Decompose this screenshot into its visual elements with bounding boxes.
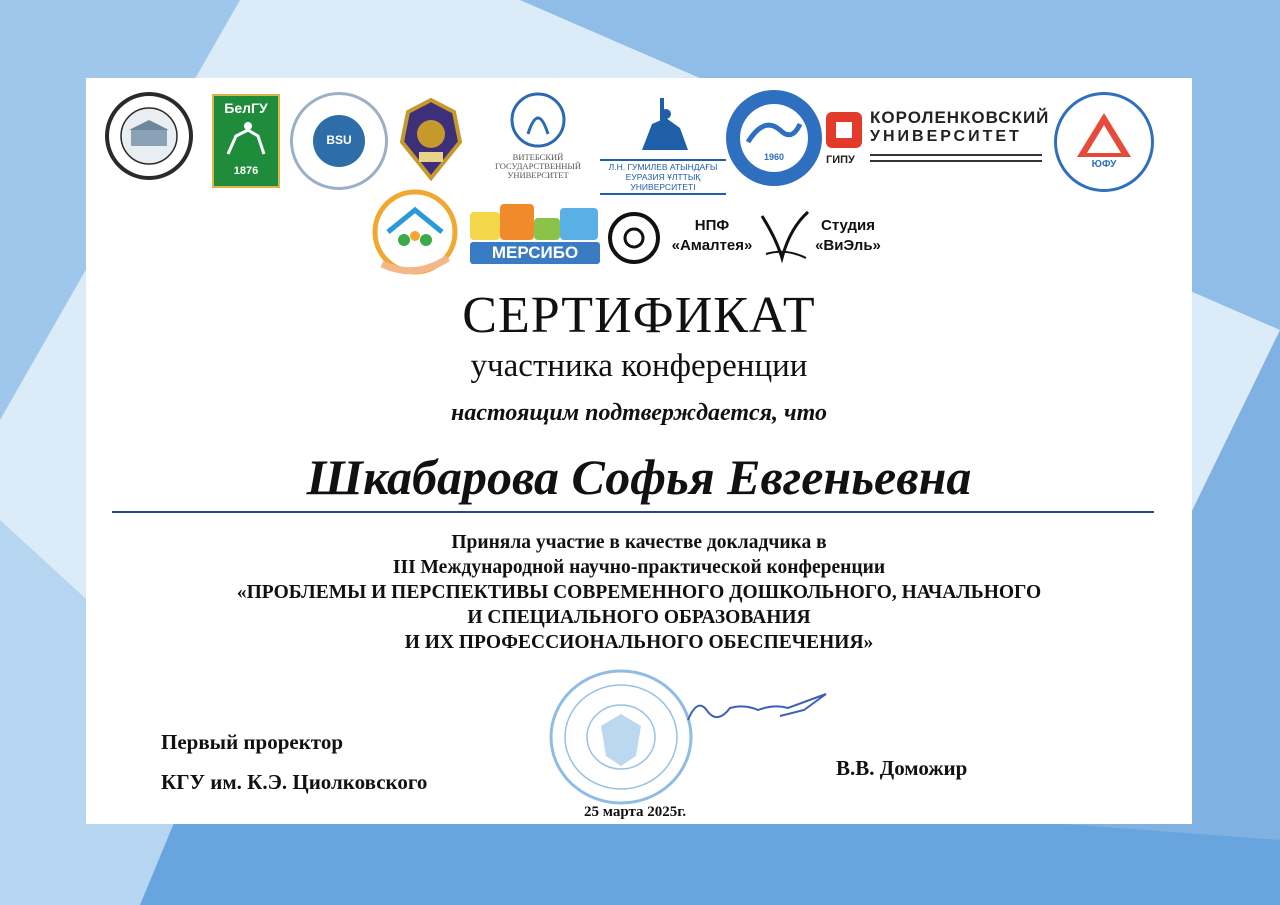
- family-house-logo: [368, 188, 462, 280]
- amalteya-line2: «Амалтея»: [671, 237, 753, 254]
- certificate-title: СЕРТИФИКАТ: [462, 287, 816, 344]
- belgu-logo: [212, 94, 280, 188]
- mersibo-logo-text: МЕРСИБО: [470, 242, 600, 264]
- amalteya-line1: НПФ: [694, 217, 730, 234]
- sponsor-logos-row: [368, 188, 908, 280]
- rider-monument-icon: [600, 94, 726, 154]
- viel-line1: Студия: [820, 217, 876, 234]
- participation-line: И СПЕЦИАЛЬНОГО ОБРАЗОВАНИЯ: [467, 607, 811, 628]
- vitebsk-emblem-icon: [490, 92, 586, 148]
- recipient-name: Шкабарова Софья Евгеньевна: [306, 449, 972, 505]
- vitebsk-university-logo: [490, 92, 586, 184]
- certificate-sheet: [86, 78, 1192, 824]
- participation-line: «ПРОБЛЕМЫ И ПЕРСПЕКТИВЫ СОВРЕМЕННОГО ДОШКОЛЬНОГО, НАЧАЛЬНОГО: [236, 582, 1042, 603]
- korolenko-name-line1: КОРОЛЕНКОВСКИЙ: [870, 108, 1050, 127]
- eagle-crest-logo: [394, 94, 468, 184]
- confirmation-phrase: настоящим подтверждается, что: [451, 400, 827, 426]
- rays-emblem-icon: [1075, 111, 1133, 161]
- certificate-subtitle: участника конференции: [470, 348, 808, 384]
- participation-line: III Международной научно-практической конференции: [392, 557, 886, 578]
- southern-federal-university-logo: [1054, 92, 1154, 192]
- belgu-logo-text: БелГУ: [224, 100, 268, 116]
- mersibo-logo: [470, 204, 600, 266]
- viel-line2: «ВиЭль»: [815, 237, 881, 254]
- korolenko-emblem-icon: [824, 110, 864, 150]
- at-sign-logo: [606, 210, 662, 266]
- baku-slavic-university-logo: [290, 92, 388, 190]
- viel-monogram-logo: [756, 208, 812, 264]
- vitebsk-logo-text: ВИТЕБСКИЙ ГОСУДАРСТВЕННЫЙ УНИВЕРСИТЕТ: [495, 152, 581, 180]
- participation-line: Приняла участие в качестве докладчика в: [451, 532, 827, 553]
- participation-text: [86, 530, 1192, 655]
- official-stamp: [546, 666, 696, 808]
- yufu-abbr: ЮФУ: [1091, 159, 1117, 170]
- handwritten-signature: [684, 690, 834, 730]
- belgu-year: 1876: [233, 165, 259, 177]
- bsu-logo-text: BSU: [326, 133, 352, 147]
- wave-emblem-icon: [744, 112, 804, 156]
- signer-position-line1: Первый проректор: [161, 730, 344, 754]
- korolenko-university-logo: [824, 106, 1048, 176]
- kaluga-university-logo: [104, 88, 194, 184]
- signer-name: В.В. Доможир: [836, 756, 968, 780]
- horse-rider-icon: [214, 116, 278, 160]
- korolenko-abbr: ГИПУ: [826, 154, 855, 166]
- signer-position-line2: КГУ им. К.Э. Циолковского: [161, 770, 428, 794]
- issue-date: 25 марта 2025г.: [584, 804, 687, 820]
- gumilev-logo-text: Л.Н. ГУМИЛЕВ АТЫНДАҒЫ ЕУРАЗИЯ ҰЛТТЫҚ УНИВЕРСИТЕТІ: [600, 159, 726, 195]
- amalteya-logo-text: [664, 216, 760, 256]
- partner-logos-row: [104, 88, 1174, 192]
- viel-logo-text: [808, 216, 888, 256]
- gumilev-university-logo: [600, 94, 726, 192]
- participation-line: И ИХ ПРОФЕССИОНАЛЬНОГО ОБЕСПЕЧЕНИЯ»: [404, 632, 874, 653]
- nanjing-year: 1960: [763, 152, 785, 162]
- nanjing-institute-logo: [726, 90, 822, 186]
- name-underline: [112, 511, 1154, 513]
- korolenko-name-line2: УНИВЕРСИТЕТ: [870, 128, 1022, 145]
